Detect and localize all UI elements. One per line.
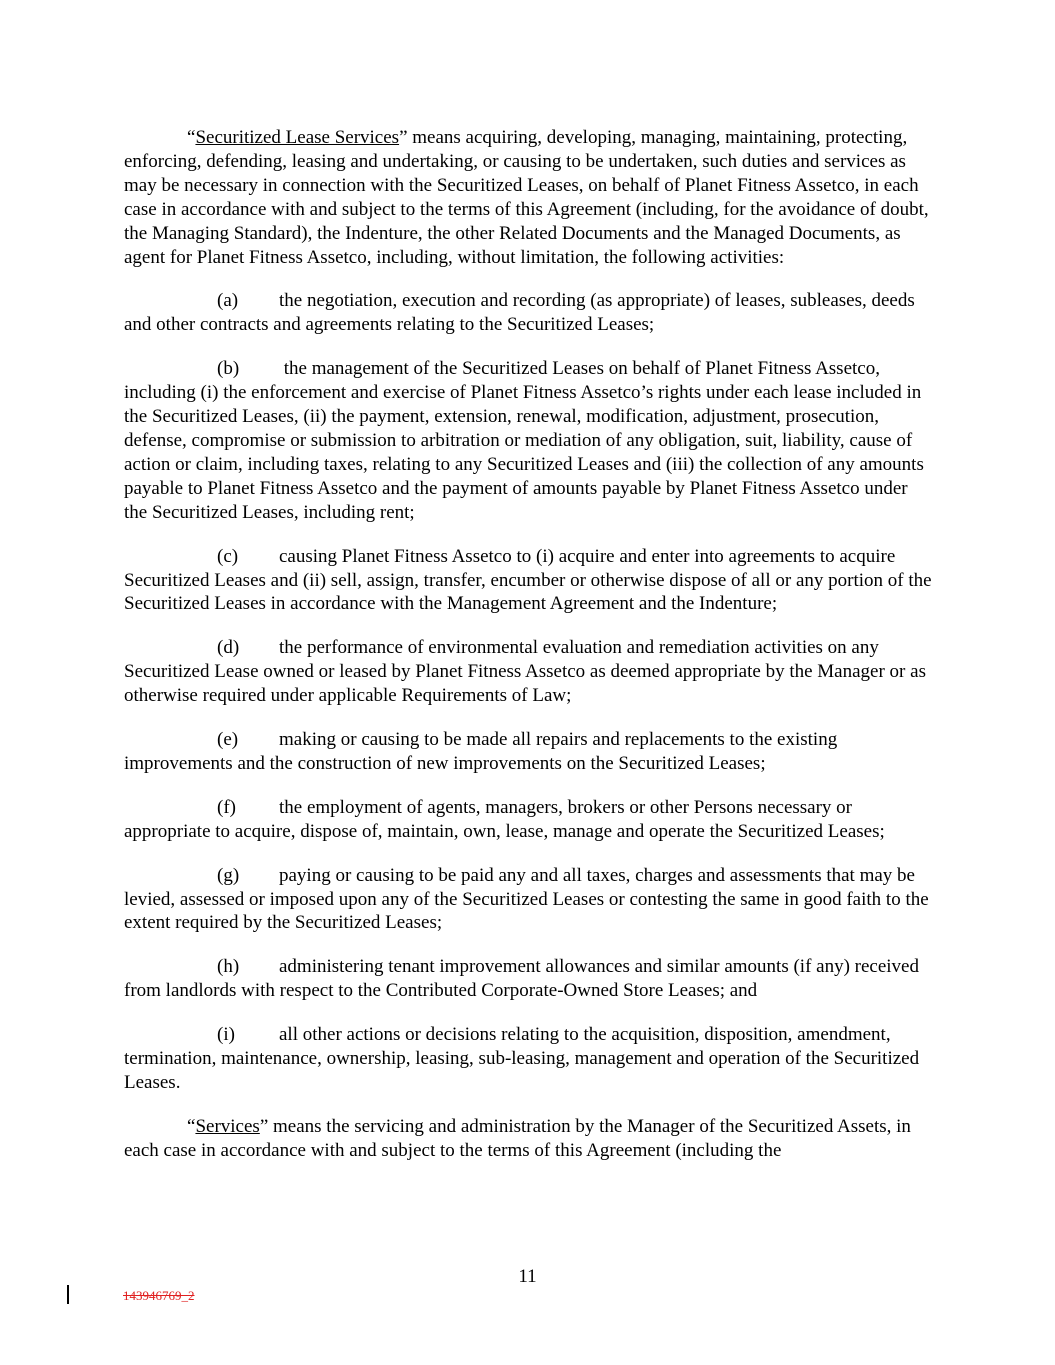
list-item-g [124, 864, 932, 936]
item-text: all other actions or decisions relating to the acquisition, disposition, amendment, termination, maintenance, ownership, leasing, sub-leasing, management and operation of the Securitized Leases. [124, 1024, 920, 1093]
defined-term: Securitized Lease Services [195, 127, 400, 148]
item-label: (b) [217, 358, 240, 380]
item-label: (f) [217, 796, 236, 818]
item-text: the negotiation, execution and recording (as appropriate) of leases, subleases, deeds and other contracts and agreements relating to the Securitized Leases; [124, 290, 915, 336]
open-quote: “ [187, 127, 196, 148]
definition-text: ” means the servicing and administration by the Manager of the Securitized Assets, in each case in accordance with and subject to the terms of this Agreement (including the [124, 1115, 911, 1161]
item-label: (a) [217, 290, 239, 312]
list-item-a [124, 289, 932, 337]
list-item-h [124, 955, 932, 1003]
item-text: causing Planet Fitness Assetco to (i) acquire and enter into agreements to acquire Securitized Leases and (ii) sell, assign, transfer, encumber or otherwise dispose of all or any portion of the Securitized Leases in accordance with the Management Agreement and the Indenture; [124, 545, 932, 615]
item-text: the management of the Securitized Leases on behalf of Planet Fitness Assetco, including (i) the enforcement and exercise of Planet Fitness Assetco’s rights under each lease included in the Securitized Leases, (ii) the payment, extension, renewal, modification, adjustment, prosecution, defense, compromise or submission to arbitration or mediation of any obligation, suit, liability, cause of action or claim, including taxes, relating to any Securitized Leases and (iii) the collection of any amounts payable to Planet Fitness Assetco and the payment of amounts payable by Planet Fitness Assetco under the Securitized Leases, including rent; [124, 358, 924, 523]
list-item-d [124, 636, 932, 708]
item-label: (h) [217, 956, 240, 978]
list-item-e [124, 728, 932, 776]
item-text: making or causing to be made all repairs and replacements to the existing improvements and the construction of new improvements on the Securitized Leases; [124, 729, 838, 774]
page-number: 11 [518, 1266, 537, 1287]
item-text: the employment of agents, managers, brokers or other Persons necessary or appropriate to acquire, dispose of, maintain, own, lease, manage and operate the Securitized Leases; [124, 796, 885, 842]
list-item-i [124, 1023, 932, 1095]
list-item-f [124, 796, 932, 844]
item-text: paying or causing to be paid any and all taxes, charges and assessments that may be levied, assessed or imposed upon any of the Securitized Leases or contesting the same in good faith to the extent required by the Securitized Leases; [124, 864, 929, 934]
item-text: the performance of environmental evaluation and remediation activities on any Securitized Lease owned or leased by Planet Fitness Assetco as deemed appropriate by the Manager or as otherwise required under applicable Requirements of Law; [124, 637, 926, 707]
list-item-b [124, 357, 932, 524]
item-label: (d) [217, 637, 240, 659]
list-item-c [124, 545, 932, 617]
definition-services [124, 1115, 932, 1163]
revision-change-bar [67, 1285, 69, 1304]
item-label: (e) [217, 729, 239, 751]
document-id: 143946769_2 [123, 1288, 195, 1303]
page-body [124, 126, 932, 1183]
definition-securitized-lease-services [124, 126, 932, 269]
item-label: (i) [217, 1024, 235, 1046]
open-quote: “ [187, 1115, 196, 1137]
item-label: (g) [217, 864, 240, 886]
item-text: administering tenant improvement allowances and similar amounts (if any) received from landlords with respect to the Contributed Corporate-Owned Store Leases; and [124, 956, 919, 1002]
item-label: (c) [217, 545, 239, 567]
defined-term: Services [195, 1115, 260, 1137]
definition-text: ” means acquiring, developing, managing, maintaining, protecting, enforcing, defending, leasing and undertaking, or causing to be undertaken, such duties and services as may be necessary in connection with the Securitized Leases, on behalf of Planet Fitness Assetco, in each case in accordance with and subject to the terms of this Agreement (including, for the avoidance of doubt, the Managing Standard), the Indenture, the other Related Documents and the Managed Documents, as agent for Planet Fitness Assetco, including, without limitation, the following activities: [124, 127, 929, 268]
